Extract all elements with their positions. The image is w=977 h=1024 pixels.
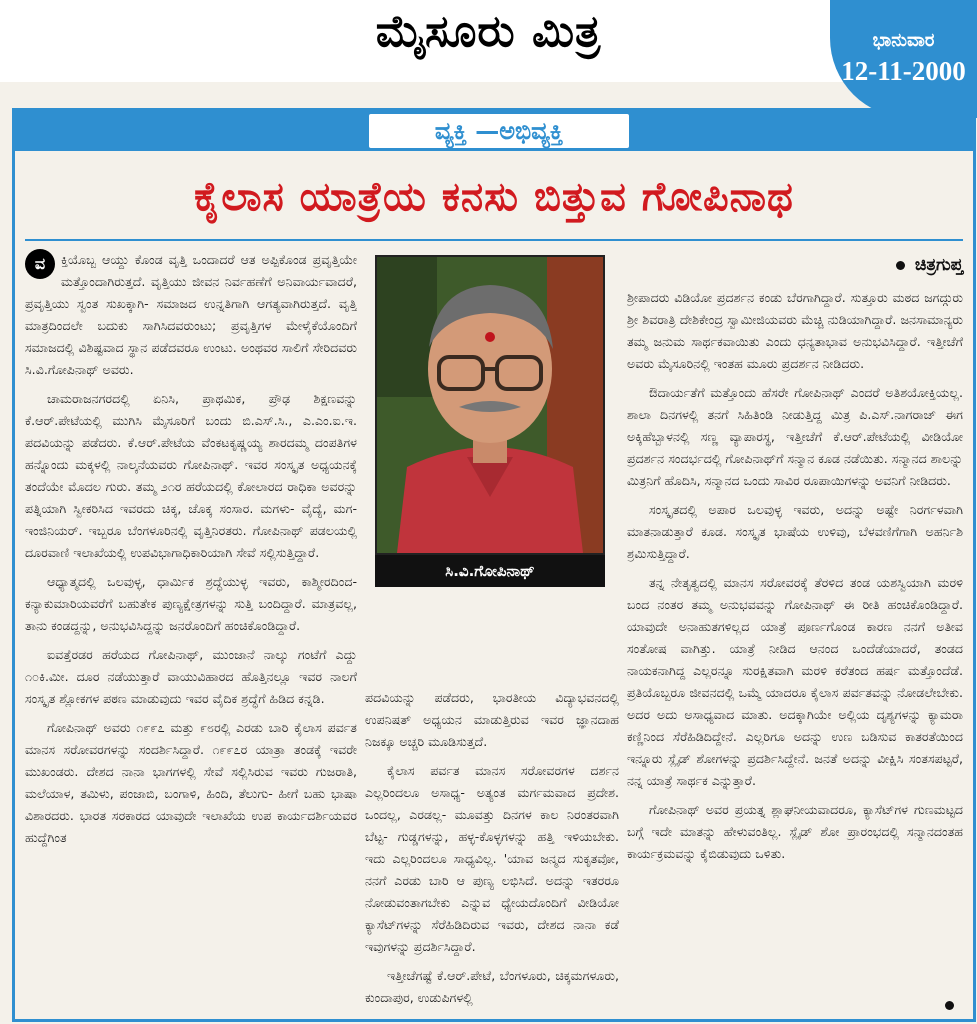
author-name: ಚಿತ್ರಗುಪ್ತ — [914, 255, 963, 275]
end-of-article-icon — [945, 1001, 954, 1010]
dropcap: ವ — [25, 249, 55, 279]
paragraph: ಶ್ರೀಪಾದರು ವಿಡಿಯೋ ಪ್ರದರ್ಶನ ಕಂಡು ಬೆರಗಾಗಿದ್ದಾರೆ. ಸುತ್ತೂರು ಮಠದ ಜಗದ್ಗುರು ಶ್ರೀ ಶಿವರಾತ್ರಿ ದೇಶಿಕೇಂದ್ರ ಸ್ವಾಮೀಜಿಯವರು ಮೆಚ್ಚಿ ನುಡಿಯಾಗಿದ್ದಾರೆ. ಜನಸಾಮಾನ್ಯರು ತಮ್ಮ ಜನುಮ ಸಾರ್ಥಕವಾಯಿತು ಎಂದು ಧನ್ಯತಾಭಾವ ಅನುಭವಿಸಿದ್ದಾರೆ. ಇತ್ತೀಚೆಗೆ ಅವರು ಮೈಸೂರಿನಲ್ಲಿ ಇಂತಹ ಮೂರು ಪ್ರದರ್ಶನ ನೀಡಿದರು. — [627, 290, 963, 371]
newspaper-title: ಮೈಸೂರು ಮಿತ್ರ — [375, 6, 602, 57]
paragraph: ಕೈಲಾಸ ಪರ್ವತ ಮಾನಸ ಸರೋವರಗಳ ದರ್ಶನ ಎಲ್ಲರಿಂದಲೂ ಅಸಾಧ್ಯ- ಅತ್ಯಂತ ಮರ್ಗಮವಾದ ಪ್ರದೇಶ. ಒಂದಲ್ಲ, ಎರಡಲ್ಲ- ಮೂವತ್ತು ದಿನಗಳ ಕಾಲ ನಿರಂತರವಾಗಿ ಬೆಟ್ಟ- ಗುಡ್ಡಗಳನ್ನು, ಹಳ್ಳ-ಕೊಳ್ಳಗಳನ್ನು ಹತ್ತಿ ಇಳಿಯಬೇಕು. ಇದು ಎಲ್ಲರಿಂದಲೂ ಸಾಧ್ಯವಿಲ್ಲ. 'ಯಾವ ಜನ್ಮದ ಸುಕೃತವೋ, ನನಗೆ ಎರಡು ಬಾರಿ ಆ ಪುಣ್ಯ ಲಭಿಸಿದೆ. ಅದನ್ನು ಇತರರೂ ನೋಡುವಂತಾಗಬೇಕು ಎನ್ನುವ ಧ್ಯೇಯದೊಂದಿಗೆ ವೀಡಿಯೋ ಕ್ಯಾಸೆಟ್‌ಗಳನ್ನು ಸೆರೆಹಿಡಿದಿರುವ ಇವರು, ದೇಶದ ನಾನಾ ಕಡೆ ಇವುಗಳನ್ನು ಪ್ರದರ್ಶಿಸಿದ್ದಾರೆ. — [365, 763, 619, 954]
photo-caption: ಸಿ.ವಿ.ಗೋಪಿನಾಥ್ — [375, 555, 605, 587]
paragraph: ಇತ್ತೀಚೆಗಷ್ಟೆ ಕೆ.ಆರ್.ಪೇಟೆ, ಬೆಂಗಳೂರು, ಚಿಕ್ಕಮಗಳೂರು, ಕುಂದಾಪುರ, ಉಡುಪಿಗಳಲ್ಲಿ — [365, 968, 619, 1005]
paragraph: ತನ್ನ ನೇತೃತ್ವದಲ್ಲಿ ಮಾನಸ ಸರೋವರಕ್ಕೆ ತೆರಳಿದ ತಂಡ ಯಶಸ್ವಿಯಾಗಿ ಮರಳಿ ಬಂದ ನಂತರ ತಮ್ಮ ಅನುಭವವನ್ನು ಗೋಪಿನಾಥ್ ಈ ರೀತಿ ಹಂಚಿಕೊಂಡಿದ್ದಾರೆ. ಯಾವುದೇ ಅನಾಹುತಗಳಿಲ್ಲದ ಯಾತ್ರೆ ಪೂರ್ಣಗೊಂಡ ಕಾರಣ ನನಗೆ ಅತೀವ ಸಂತೋಷ ವಾಗಿತ್ತು. ಯಾತ್ರೆ ನೀಡಿದ ಆನಂದ ಒಂದೆಡೆಯಾದರೆ, ತಂಡದ ನಾಯಕನಾಗಿದ್ದ ಎಲ್ಲರನ್ನೂ ಸುರಕ್ಷಿತವಾಗಿ ಮರಳಿ ಕರೆತಂದ ಹರ್ಷ ಮತ್ತೊಂದೆಡೆ. ಪ್ರತಿಯೊಬ್ಬರೂ ಜೀವನದಲ್ಲಿ ಒಮ್ಮೆ ಯಾದರೂ ಕೈಲಾಸ ಪರ್ವತವನ್ನು ನೋಡಲೇಬೇಕು. ಅದರ ಅದು ಅಸಾಧ್ಯವಾದ ಮಾತು. ಅದಕ್ಕಾಗಿಯೇ ಅಲ್ಲಿಯ ದೃಶ್ಯಗಳನ್ನು ಕ್ಯಾಮರಾ ಕಣ್ಣಿನಿಂದ ಸೆರೆಹಿಡಿದಿದ್ದೇನೆ. ಎಲ್ಲರಿಗೂ ಅದನ್ನು ಉಣ ಬಡಿಸುವ ಕಾತರತೆಯಿಂದ ಇನ್ನೂರು ಸ್ಲೈಡ್ ಶೋಗಳನ್ನು ಪ್ರದರ್ಶಿಸಿದ್ದೇನೆ. ಜನತೆ ಅದನ್ನು ವೀಕ್ಷಿಸಿ ಸಂತಸಪಟ್ಟರೆ, ನನ್ನ ಯಾತ್ರೆ ಸಾರ್ಥಕ ಎನ್ನುತ್ತಾರೆ. — [627, 575, 963, 788]
paragraph: ಐವತ್ತೆರಡರ ಹರೆಯದ ಗೋಪಿನಾಥ್, ಮುಂಜಾನೆ ನಾಲ್ಕು ಗಂಟೆಗೆ ಎದ್ದು ೧೦ಕಿ.ಮೀ. ದೂರ ನಡೆಯುತ್ತಾರೆ ವಾಯುವಿಹಾರದ ಹೊತ್ತಿನಲ್ಲೂ ಇವರ ನಾಲಗೆ ಸಂಸ್ಕೃತ ಶ್ಲೋಕಗಳ ಪಠಣ ಮಾಡುವುದು ಇವರ ವೈದಿಕ ಶ್ರದ್ಧೆಗೆ ಹಿಡಿದ ಕನ್ನಡಿ. — [25, 647, 357, 706]
article-column-1 — [25, 249, 357, 1009]
portrait-illustration — [377, 257, 603, 553]
section-label: ವ್ಯಕ್ತಿ —ಅಭಿವ್ಯಕ್ತಿ — [369, 114, 629, 148]
bullet-icon — [896, 261, 905, 270]
article-headline: ಕೈಲಾಸ ಯಾತ್ರೆಯ ಕನಸು ಬಿತ್ತುವ ಗೋಪಿನಾಥ — [194, 174, 794, 220]
portrait-photo — [375, 255, 605, 555]
paragraph: ಔದಾರ್ಯತೆಗೆ ಮತ್ತೊಂದು ಹೆಸರೇ ಗೋಪಿನಾಥ್ ಎಂದರೆ ಅತಿಶಯೋಕ್ತಿಯಲ್ಲ. ಶಾಲಾ ದಿನಗಳಲ್ಲಿ ತನಗೆ ಸಿಹಿತಿಂಡಿ ನೀಡುತ್ತಿದ್ದ ಮಿತ್ರ ಪಿ.ಎಸ್.ನಾಗರಾಜ್ ಈಗ ಅಕ್ಕಿಹೆಬ್ಬಾಳನಲ್ಲಿ ಸಣ್ಣ ವ್ಯಾಪಾರಸ್ಥ, ಇತ್ತೀಚೆಗೆ ಕೆ.ಆರ್.ಪೇಟೆಯಲ್ಲಿ ವೀಡಿಯೋ ಪ್ರದರ್ಶನ ಸಂದರ್ಭದಲ್ಲಿ ಗೋಪಿನಾಥ್‌ಗೆ ಸನ್ಮಾನ ಕೂಡ ನಡೆಯಿತು. ಸನ್ಮಾನದ ಶಾಲನ್ನು ಮಿತ್ರನಿಗೆ ಹೊದಿಸಿ, ಸನ್ಮಾನದ ಒಂದು ಸಾವಿರ ರೂಪಾಯಿಗಳನ್ನು ಅವನಿಗೆ ನೀಡಿದರು. — [627, 385, 963, 488]
paragraph: ಸಂಸ್ಕೃತದಲ್ಲಿ ಅಪಾರ ಒಲವುಳ್ಳ ಇವರು, ಅದನ್ನು ಅಷ್ಟೇ ನಿರರ್ಗಳವಾಗಿ ಮಾತನಾಡುತ್ತಾರೆ ಕೂಡ. ಸಂಸ್ಕೃತ ಭಾಷೆಯ ಉಳಿವು, ಬೆಳವಣಿಗೆಗಾಗಿ ಅಹರ್ನಿಶಿ ಶ್ರಮಿಸುತ್ತಿದ್ದಾರೆ. — [627, 502, 963, 561]
article-column-3 — [627, 287, 963, 1009]
paragraph: ಪದವಿಯನ್ನು ಪಡೆದರು, ಭಾರತೀಯ ವಿದ್ಯಾಭವನದಲ್ಲಿ ಉಪನಿಷತ್ ಅಧ್ಯಯನ ಮಾಡುತ್ತಿರುವ ಇವರ ಜ್ಞಾನದಾಹ ನಿಜಕ್ಕೂ ಅಚ್ಚರಿ ಮೂಡಿಸುತ್ತದೆ. — [365, 690, 619, 749]
issue-date: 12-11-2000 — [841, 56, 966, 86]
paragraph: ಚಾಮರಾಜನಗರದಲ್ಲಿ ಏನಿಸಿ, ಪ್ರಾಥಮಿಕ, ಪ್ರೌಢ ಶಿಕ್ಷಣವನ್ನು ಕೆ.ಆರ್.ಪೇಟೆಯಲ್ಲಿ ಮುಗಿಸಿ ಮೈಸೂರಿಗೆ ಬಂದು ಬಿ.ಎಸ್.ಸಿ., ಎ.ಎಂ.ಐ.ಇ. ಪದವಿಯನ್ನು ಪಡೆದರು. ಕೆ.ಆರ್.ಪೇಟೆಯ ವೆಂಕಟಕೃಷ್ಣಯ್ಯ ಶಾರದಮ್ಮ ದಂಪತಿಗಳ ಹನ್ನೊಂದು ಮಕ್ಕಳಲ್ಲಿ ನಾಲ್ಕನೆಯವರು ಗೋಪಿನಾಥ್. ಇವರ ಸಂಸ್ಕೃತ ಅಧ್ಯಯನಕ್ಕೆ ತಂದೆಯೇ ಮೊದಲ ಗುರು. ತಮ್ಮ ೨೧ರ ಹರೆಯದಲ್ಲಿ ಕೋಲಾರದ ರಾಧಿಕಾ ಅವರನ್ನು ಪತ್ನಿಯಾಗಿ ಸ್ವೀಕರಿಸಿದ ಇವರದು ಚಿಕ್ಕ, ಚೊಕ್ಕ ಸಂಸಾರ. ಮಗಳು- ವೈದ್ಯೆ, ಮಗ- ಇಂಜಿನಿಯರ್. ಇಬ್ಬರೂ ಬೆಂಗಳೂರಿನಲ್ಲಿ ವೃತ್ತಿನಿರತರು. ಗೋಪಿನಾಥ್ ಪಡಲಯಲ್ಲಿ ದೂರವಾಣಿ ಇಲಾಖೆಯಲ್ಲಿ ಉಪವಿಭಾಗಾಧಿಕಾರಿಯಾಗಿ ಸೇವೆ ಸಲ್ಲಿಸುತ್ತಿದ್ದಾರೆ. — [25, 391, 357, 560]
issue-day: ಭಾನುವಾರ — [872, 30, 935, 51]
byline — [627, 255, 963, 275]
section-bar — [15, 111, 973, 151]
paragraph: ವ ಕ್ತಿಯೊಬ್ಬ ಆಯ್ದು ಕೊಂಡ ವೃತ್ತಿ ಒಂದಾದರೆ ಆತ ಅಪ್ಪಿಕೊಂಡ ಪ್ರವೃತ್ತಿಯೇ ಮತ್ತೊಂದಾಗಿರುತ್ತದೆ. ವೃತ್ತಿಯು ಜೀವನ ನಿರ್ವಹಣೆಗೆ ಅನಿವಾರ್ಯವಾದರೆ, ಪ್ರವೃತ್ತಿಯು ಸ್ವಂತ ಸುಖಕ್ಕಾಗಿ- ಸಮಾಜದ ಉನ್ನತಿಗಾಗಿ ಆಗತ್ಯವಾಗಿರುತ್ತದೆ. ವೃತ್ತಿ ಮಾತ್ರದಿಂದಲೇ ಬದುಕು ಸಾಗಿಸಿದವರುಂಟು; ಪ್ರವೃತ್ತಿಗಳ ಮೇಳೈಕೆಯೊಂದಿಗೆ ಸಮಾಜದಲ್ಲಿ ವಿಶಿಷ್ಟವಾದ ಸ್ಥಾನ ಪಡೆದವರೂ ಉಂಟು. ಅಂಥವರ ಸಾಲಿಗೆ ಸೇರಿದವರು ಸಿ.ವಿ.ಗೋಪಿನಾಥ್ ಅವರು. — [25, 249, 357, 381]
issue-date-badge — [830, 0, 977, 118]
paragraph: ಗೋಪಿನಾಥ್ ಅವರು ೧೯೯೭ ಮತ್ತು ೯೮ರಲ್ಲಿ ಎರಡು ಬಾರಿ ಕೈಲಾಸ ಪರ್ವತ ಮಾನಸ ಸರೋವರಗಳನ್ನು ಸಂದರ್ಶಿಸಿದ್ದಾರೆ. ೧೯೯೭ರ ಯಾತ್ರಾ ತಂಡಕ್ಕೆ ಇವರೇ ಮುಖಂಡರು. ದೇಶದ ನಾನಾ ಭಾಗಗಳಲ್ಲಿ ಸೇವೆ ಸಲ್ಲಿಸಿರುವ ಇವರು ಗುಜರಾತಿ, ಮಲೆಯಾಳ, ತಮಿಳು, ಪಂಜಾಬಿ, ಬಂಗಾಳಿ, ಹಿಂದಿ, ತೆಲುಗು- ಹೀಗೆ ಬಹು ಭಾಷಾ ವಿಶಾರದರು. ಭಾರತ ಸರಕಾರದ ಯಾವುದೇ ಇಲಾಖೆಯ ಉಪ ಕಾರ್ಯದರ್ಶಿಯವರ ಹುದ್ದೆಗಿಂತ — [25, 720, 357, 845]
article-frame — [12, 108, 976, 1022]
headline-divider — [25, 239, 963, 241]
paragraph: ಆಧ್ಯಾತ್ಮದಲ್ಲಿ ಒಲವುಳ್ಳ, ಧಾರ್ಮಿಕ ಶ್ರದ್ಧೆಯುಳ್ಳ ಇವರು, ಕಾಶ್ಮೀರದಿಂದ- ಕನ್ಯಾಕುಮಾರಿಯವರೆಗೆ ಬಹುತೇಕ ಪುಣ್ಯಕ್ಷೇತ್ರಗಳನ್ನು ಸುತ್ತಿ ಬಂದಿದ್ದಾರೆ. ಮಾತ್ರವಲ್ಲ, ತಾನು ಕಂಡದ್ದನ್ನು, ಅನುಭವಿಸಿದ್ದನ್ನು ಜನರೊಂದಿಗೆ ಹಂಚಿಕೊಂಡಿದ್ದಾರೆ. — [25, 574, 357, 633]
paragraph: ಗೋಪಿನಾಥ್ ಅವರ ಪ್ರಯತ್ನ ಶ್ಲಾಘನೀಯವಾದರೂ, ಕ್ಯಾಸೆಟ್‌ಗಳ ಗುಣಮಟ್ಟದ ಬಗ್ಗೆ ಇದೇ ಮಾತನ್ನು ಹೇಳುವಂತಿಲ್ಲ. ಸ್ಲೈಡ್ ಶೋ ಪ್ರಾರಂಭದಲ್ಲಿ ಸನ್ಮಾನದಂತಹ ಕಾರ್ಯಕ್ರಮವನ್ನು ಕೈಬಿಡುವುದು ಒಳಿತು. — [627, 802, 963, 861]
article-column-2 — [365, 687, 619, 1009]
